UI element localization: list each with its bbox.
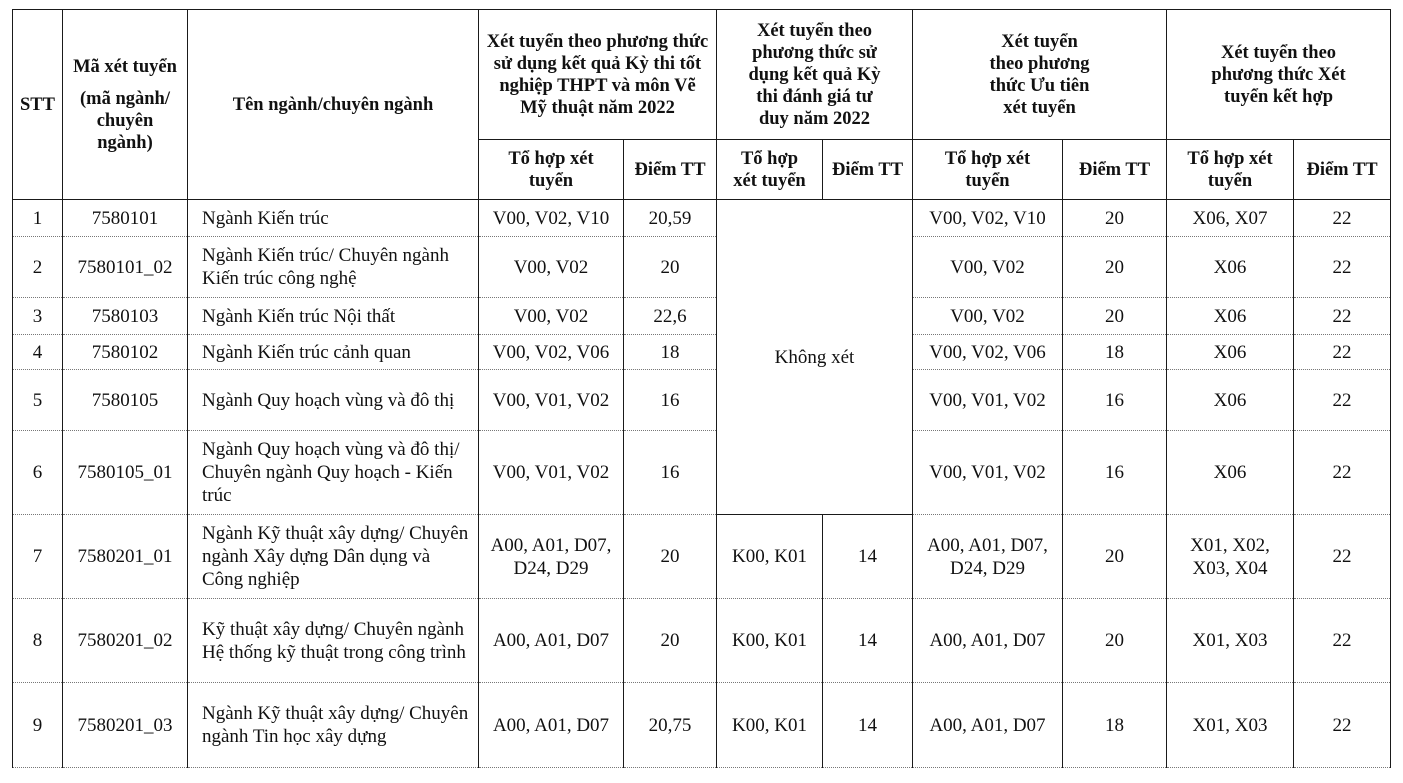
cell-thpt-score: 16 (624, 370, 717, 431)
table-row (13, 237, 1391, 298)
cell-thpt-combo: V00, V01, V02 (479, 370, 624, 431)
cell-code: 7580101_02 (63, 237, 188, 298)
cell-uutien-score: 20 (1063, 515, 1167, 599)
cell-kethop-score: 22 (1294, 237, 1391, 298)
cell-uutien-score: 20 (1063, 237, 1167, 298)
cell-kethop-combo: X01, X03 (1167, 599, 1294, 683)
cell-code: 7580101 (63, 200, 188, 237)
cell-stt: 1 (13, 200, 63, 237)
cell-code: 7580103 (63, 298, 188, 335)
cell-kethop-score: 22 (1294, 515, 1391, 599)
header-uutien-score: Điểm TT (1063, 140, 1167, 200)
cell-tuduy-combo: K00, K01 (717, 683, 823, 768)
cell-stt: 2 (13, 237, 63, 298)
cell-thpt-score: 18 (624, 335, 717, 370)
cell-stt: 7 (13, 515, 63, 599)
cell-kethop-combo: X06 (1167, 370, 1294, 431)
cell-stt: 9 (13, 683, 63, 768)
cell-thpt-combo: A00, A01, D07, D24, D29 (479, 515, 624, 599)
cell-code: 7580102 (63, 335, 188, 370)
cell-uutien-combo: V00, V02 (913, 237, 1063, 298)
cell-thpt-combo: V00, V02 (479, 298, 624, 335)
header-kethop-score: Điểm TT (1294, 140, 1391, 200)
cell-thpt-score: 22,6 (624, 298, 717, 335)
table-row (13, 200, 1391, 237)
cell-tuduy-score: 14 (823, 599, 913, 683)
header-group-tuduy: Xét tuyển theo phương thức sử dụng kết quả Kỳ thi đánh giá tư duy năm 2022 (717, 10, 913, 140)
header-code-line1: Mã xét tuyển (73, 56, 177, 77)
cell-uutien-score: 20 (1063, 599, 1167, 683)
cell-uutien-combo: A00, A01, D07 (913, 683, 1063, 768)
cell-uutien-combo: V00, V01, V02 (913, 431, 1063, 515)
cell-uutien-combo: V00, V02 (913, 298, 1063, 335)
cell-name: Kỹ thuật xây dựng/ Chuyên ngành Hệ thống kỹ thuật trong công trình (188, 599, 479, 683)
table-row (13, 370, 1391, 431)
cell-name: Ngành Kiến trúc (188, 200, 479, 237)
cell-uutien-combo: A00, A01, D07, D24, D29 (913, 515, 1063, 599)
cell-thpt-score: 20,59 (624, 200, 717, 237)
cell-uutien-score: 20 (1063, 298, 1167, 335)
cell-thpt-score: 20 (624, 515, 717, 599)
cell-uutien-combo: V00, V02, V06 (913, 335, 1063, 370)
admission-score-table (12, 9, 1391, 768)
cell-uutien-score: 18 (1063, 335, 1167, 370)
cell-thpt-score: 20 (624, 237, 717, 298)
cell-name: Ngành Kỹ thuật xây dựng/ Chuyên ngành Xây dựng Dân dụng và Công nghiệp (188, 515, 479, 599)
cell-kethop-score: 22 (1294, 599, 1391, 683)
cell-kethop-combo: X06 (1167, 298, 1294, 335)
cell-code: 7580201_02 (63, 599, 188, 683)
table-row (13, 515, 1391, 599)
cell-thpt-combo: A00, A01, D07 (479, 599, 624, 683)
table-row (13, 431, 1391, 515)
cell-kethop-score: 22 (1294, 335, 1391, 370)
cell-tuduy-combo: K00, K01 (717, 515, 823, 599)
cell-tuduy-score: 14 (823, 515, 913, 599)
header-group-kethop: Xét tuyển theo phương thức Xét tuyển kết hợp (1167, 10, 1391, 140)
cell-name: Ngành Kiến trúc Nội thất (188, 298, 479, 335)
cell-kethop-combo: X06 (1167, 335, 1294, 370)
header-tuduy-score: Điểm TT (823, 140, 913, 200)
cell-thpt-combo: V00, V02, V10 (479, 200, 624, 237)
cell-thpt-combo: A00, A01, D07 (479, 683, 624, 768)
cell-stt: 3 (13, 298, 63, 335)
table-row (13, 683, 1391, 768)
cell-kethop-score: 22 (1294, 298, 1391, 335)
table-row (13, 298, 1391, 335)
header-kethop-combo: Tổ hợp xét tuyển (1167, 140, 1294, 200)
cell-name: Ngành Quy hoạch vùng và đô thị (188, 370, 479, 431)
cell-thpt-score: 20 (624, 599, 717, 683)
header-group-thpt: Xét tuyển theo phương thức sử dụng kết quả Kỳ thi tốt nghiệp THPT và môn Vẽ Mỹ thuật năm 2022 (479, 10, 717, 140)
header-thpt-combo: Tổ hợp xét tuyển (479, 140, 624, 200)
cell-uutien-combo: V00, V02, V10 (913, 200, 1063, 237)
cell-kethop-score: 22 (1294, 200, 1391, 237)
cell-stt: 8 (13, 599, 63, 683)
cell-name: Ngành Kiến trúc/ Chuyên ngành Kiến trúc công nghệ (188, 237, 479, 298)
cell-uutien-score: 18 (1063, 683, 1167, 768)
cell-code: 7580105 (63, 370, 188, 431)
cell-uutien-combo: V00, V01, V02 (913, 370, 1063, 431)
cell-tuduy-score: 14 (823, 683, 913, 768)
cell-thpt-combo: V00, V02, V06 (479, 335, 624, 370)
cell-tuduy-combo: K00, K01 (717, 599, 823, 683)
cell-kethop-combo: X06 (1167, 237, 1294, 298)
cell-thpt-combo: V00, V02 (479, 237, 624, 298)
cell-kethop-combo: X01, X03 (1167, 683, 1294, 768)
table-row (13, 335, 1391, 370)
cell-kethop-score: 22 (1294, 683, 1391, 768)
cell-code: 7580201_03 (63, 683, 188, 768)
cell-uutien-score: 16 (1063, 431, 1167, 515)
cell-uutien-score: 16 (1063, 370, 1167, 431)
cell-kethop-score: 22 (1294, 370, 1391, 431)
cell-kethop-score: 22 (1294, 431, 1391, 515)
cell-stt: 6 (13, 431, 63, 515)
header-code-line2: (mã ngành/ chuyên ngành) (80, 88, 170, 153)
header-group-uutien: Xét tuyển theo phương thức Ưu tiên xét tuyển (913, 10, 1167, 140)
cell-stt: 4 (13, 335, 63, 370)
cell-code: 7580105_01 (63, 431, 188, 515)
cell-name: Ngành Kiến trúc cảnh quan (188, 335, 479, 370)
cell-thpt-score: 20,75 (624, 683, 717, 768)
cell-thpt-score: 16 (624, 431, 717, 515)
header-uutien-combo: Tổ hợp xét tuyển (913, 140, 1063, 200)
header-row-groups (13, 10, 1391, 140)
cell-code: 7580201_01 (63, 515, 188, 599)
table-row (13, 599, 1391, 683)
header-thpt-score: Điểm TT (624, 140, 717, 200)
header-stt: STT (13, 10, 63, 200)
cell-name: Ngành Quy hoạch vùng và đô thị/ Chuyên ngành Quy hoạch - Kiến trúc (188, 431, 479, 515)
cell-uutien-combo: A00, A01, D07 (913, 599, 1063, 683)
cell-tuduy-not-considered: Không xét (717, 200, 913, 515)
header-tuduy-combo: Tổ hợp xét tuyển (717, 140, 823, 200)
cell-name: Ngành Kỹ thuật xây dựng/ Chuyên ngành Tin học xây dựng (188, 683, 479, 768)
cell-thpt-combo: V00, V01, V02 (479, 431, 624, 515)
header-name: Tên ngành/chuyên ngành (188, 10, 479, 200)
cell-kethop-combo: X06 (1167, 431, 1294, 515)
cell-kethop-combo: X06, X07 (1167, 200, 1294, 237)
cell-kethop-combo: X01, X02, X03, X04 (1167, 515, 1294, 599)
cell-stt: 5 (13, 370, 63, 431)
cell-uutien-score: 20 (1063, 200, 1167, 237)
header-code (63, 10, 188, 200)
